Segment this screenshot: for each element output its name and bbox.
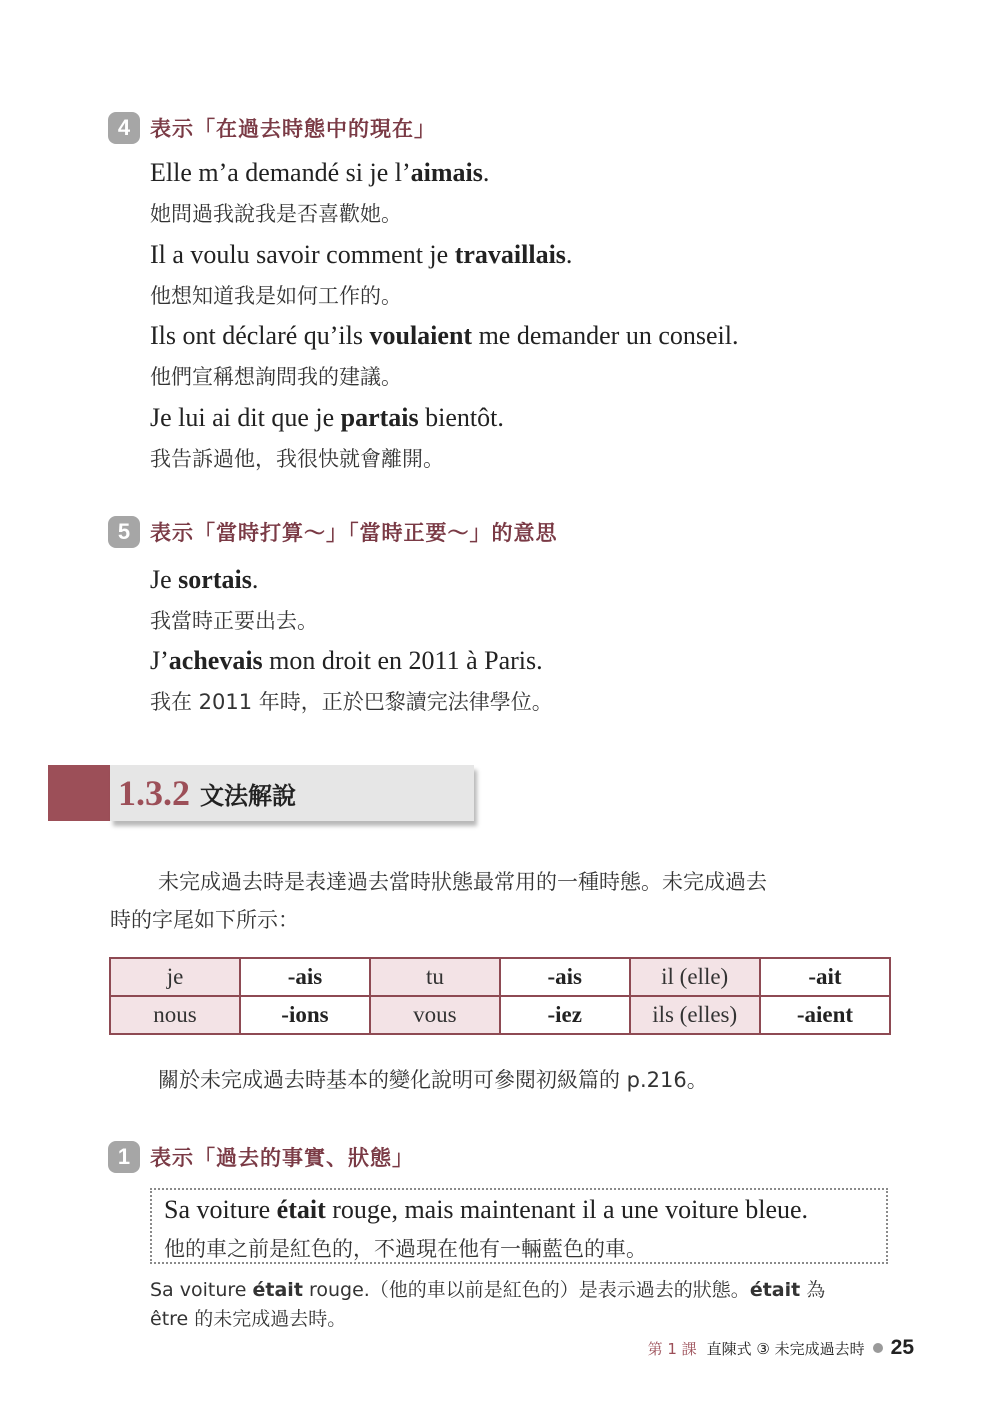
section-4-heading: [108, 111, 436, 145]
pronoun-cell: il (elle): [630, 958, 760, 996]
section-title: 表示「當時打算～」「當時正要～」的意思: [150, 521, 558, 545]
ending-cell: -ions: [240, 996, 370, 1034]
endings-table: [109, 957, 891, 1035]
section-number-badge: 1: [108, 1141, 140, 1173]
ending-cell: -iez: [500, 996, 630, 1034]
heading-number: 1.3.2: [118, 773, 190, 813]
table-row: [110, 996, 890, 1034]
table-row: [110, 958, 890, 996]
example-fr: Il a voulu savoir comment je travaillais.: [150, 240, 573, 269]
page-footer: [648, 1336, 914, 1360]
reference-note: 關於未完成過去時基本的變化說明可參閱初級篇的 p.216。: [158, 1068, 708, 1092]
example-fr: Je lui ai dit que je partais bientôt.: [150, 403, 504, 432]
intro-line-2: 時的字尾如下所示：: [110, 908, 299, 932]
ending-cell: -ait: [760, 958, 890, 996]
heading-title: 文法解說: [200, 781, 296, 810]
footer-chapter: 直陳式 ③ 未完成過去時: [706, 1339, 865, 1358]
explanation-note-line-2: être 的未完成過去時。: [150, 1308, 347, 1330]
ending-cell: -ais: [240, 958, 370, 996]
explanation-note-line-1: Sa voiture était rouge.（他的車以前是紅色的）是表示過去的狀態。était 為: [150, 1279, 826, 1301]
example-fr: Ils ont déclaré qu’ils voulaient me demander un conseil.: [150, 321, 739, 350]
section-heading-banner: [110, 765, 474, 821]
example-zh: 他想知道我是如何工作的。: [150, 284, 402, 308]
example-zh: 我在 2011 年時，正於巴黎讀完法律學位。: [150, 690, 553, 714]
section-title: 表示「過去的事實、狀態」: [150, 1146, 414, 1170]
example-zh: 我告訴過他，我很快就會離開。: [150, 447, 444, 471]
heading-accent-bar: [48, 765, 110, 821]
footer-lesson: 第 1 課: [647, 1339, 697, 1358]
section-number-badge: 4: [108, 112, 140, 144]
section-5-heading: [108, 515, 558, 549]
example-zh: 我當時正要出去。: [150, 609, 318, 633]
bullet-dot-icon: [873, 1343, 883, 1353]
intro-line-1: 未完成過去時是表達過去當時狀態最常用的一種時態。未完成過去: [158, 870, 767, 894]
pronoun-cell: nous: [110, 996, 240, 1034]
ending-cell: -aient: [760, 996, 890, 1034]
example-zh: 他的車之前是紅色的，不過現在他有一輛藍色的車。: [164, 1237, 647, 1261]
example-fr: Elle m’a demandé si je l’aimais.: [150, 158, 490, 187]
pronoun-cell: ils (elles): [630, 996, 760, 1034]
example-zh: 她問過我說我是否喜歡她。: [150, 202, 402, 226]
pronoun-cell: je: [110, 958, 240, 996]
example-fr: Sa voiture était rouge, mais maintenant il a une voiture bleue.: [164, 1195, 809, 1224]
section-number-badge: 5: [108, 516, 140, 548]
section-title: 表示「在過去時態中的現在」: [150, 117, 436, 141]
pronoun-cell: tu: [370, 958, 500, 996]
ending-cell: -ais: [500, 958, 630, 996]
page-number: 25: [890, 1336, 914, 1359]
section-1-heading: [108, 1140, 414, 1174]
example-fr: J’achevais mon droit en 2011 à Paris.: [150, 646, 543, 675]
pronoun-cell: vous: [370, 996, 500, 1034]
example-zh: 他們宣稱想詢問我的建議。: [150, 365, 402, 389]
example-fr: Je sortais.: [150, 565, 259, 594]
